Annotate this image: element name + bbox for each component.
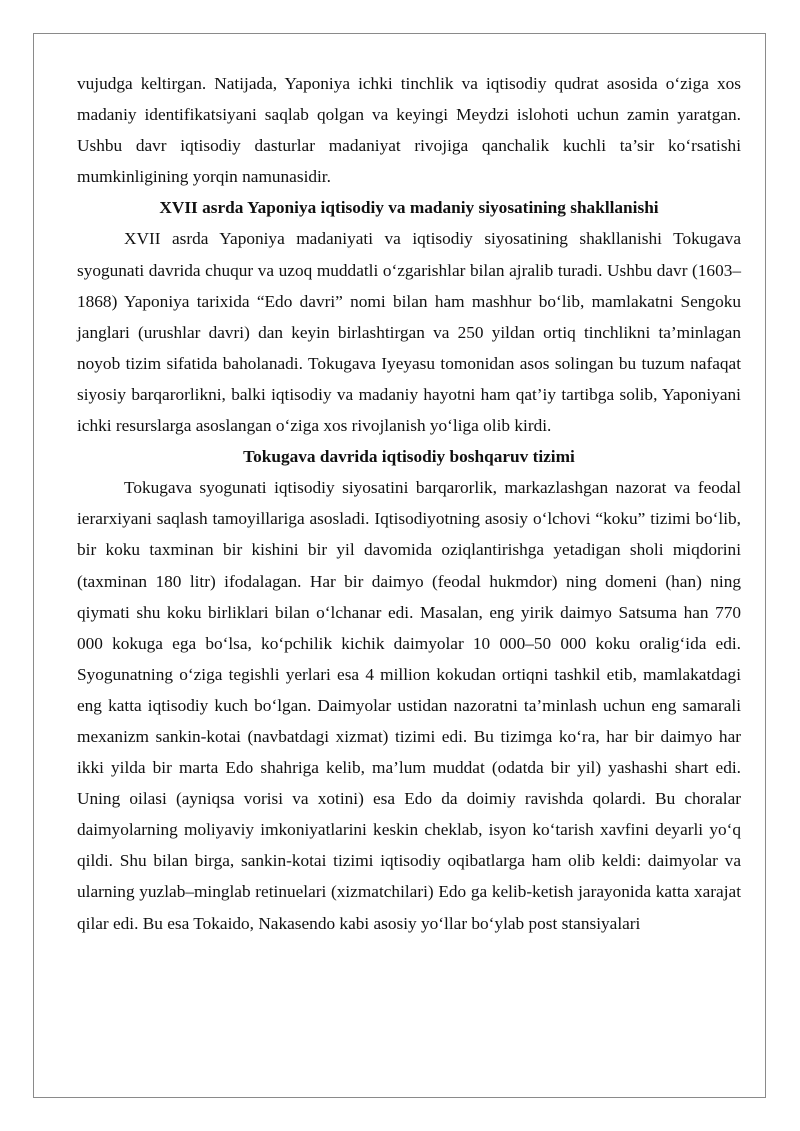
section-heading-economic-governance: Tokugava davrida iqtisodiy boshqaruv tizimi bbox=[243, 447, 575, 467]
paragraph-continuation: vujudga keltirgan. Natijada, Yaponiya ichki tinchlik va iqtisodiy qudrat asosida o‘ziga xos madaniy identifikatsiyani saqlab qolgan va keyingi Meydzi islohoti uchun zamin yaratgan. Ushbu davr iqtisodiy dasturlar madaniyat rivojiga qanchalik kuchli ta’sir ko‘rsatishi mumkinligining yorqin namunasidir. bbox=[77, 74, 741, 187]
paragraph-koku-system: Tokugava syogunati iqtisodiy siyosatini barqarorlik, markazlashgan nazorat va feodal ierarxiyani saqlash tamoyillariga asosladi. Iqtisodiyotning asosiy o‘lchovi “koku” tizimi bo‘lib, bir koku taxminan bir kishini bir yil davomida oziqlantirishga yetadigan sholi miqdorini (taxminan 180 litr) ifodalagan. Har bir daimyo (feodal hukmdor) ning domeni (han) ning qiymati shu koku birliklari bilan o‘lchanar edi. Masalan, eng yirik daimyo Satsuma han 770 000 kokuga ega bo‘lsa, ko‘pchilik kichik daimyolar 10 000–50 000 koku oralig‘ida edi. Syogunatning o‘ziga tegishli yerlari esa 4 million kokudan ortiqni tashkil etib, mamlakatdagi eng katta iqtisodiy kuch bo‘lgan. Daimyolar ustidan nazoratni ta’minlash uchun eng samarali mexanizm sankin-kotai (navbatdagi xizmat) tizimi edi. Bu tizimga ko‘ra, har bir daimyo har ikki yilda bir marta Edo shahriga kelib, ma’lum muddat (odatda bir yil) yashashi shart edi. Uning oilasi (ayniqsa vorisi va xotini) esa Edo da doimiy ravishda qolardi. Bu choralar daimyolarning moliyaviy imkoniyatlarini keskin cheklab, isyon ko‘tarish xavfini deyarli yo‘q qildi. Shu bilan birga, sankin-kotai tizimi iqtisodiy oqibatlarga ham olib keldi: daimyolar va ularning yuzlab–minglab retinuelari (xizmatchilari) Edo ga kelib-ketish jarayonida katta xarajat qilar edi. Bu esa Tokaido, Nakasendo kabi asosiy yo‘llar bo‘ylab post stansiyalari bbox=[77, 478, 741, 933]
paragraph-edo-period: XVII asrda Yaponiya madaniyati va iqtisodiy siyosatining shakllanishi Tokugava syogunati davrida chuqur va uzoq muddatli o‘zgarishlar bilan ajralib turadi. Ushbu davr (1603–1868) Yaponiya tarixida “Edo davri” nomi bilan ham mashhur bo‘lib, mamlakatni Sengoku janglari (urushlar davri) dan keyin birlashtirgan va 250 yildan ortiq tinchlikni ta’minlagan noyob tizim sifatida baholanadi. Tokugava Iyeyasu tomonidan asos solingan bu tuzum nafaqat siyosiy barqarorlikni, balki iqtisodiy va madaniy hayotni ham qat’iy tartibga solib, Yaponiyani ichki resurslarga asoslangan o‘ziga xos rivojlanish yo‘liga olib kirdi. bbox=[77, 229, 741, 436]
section-heading-economic-cultural-policy: XVII asrda Yaponiya iqtisodiy va madaniy siyosatining shakllanishi bbox=[159, 198, 659, 218]
document-body bbox=[77, 68, 741, 939]
